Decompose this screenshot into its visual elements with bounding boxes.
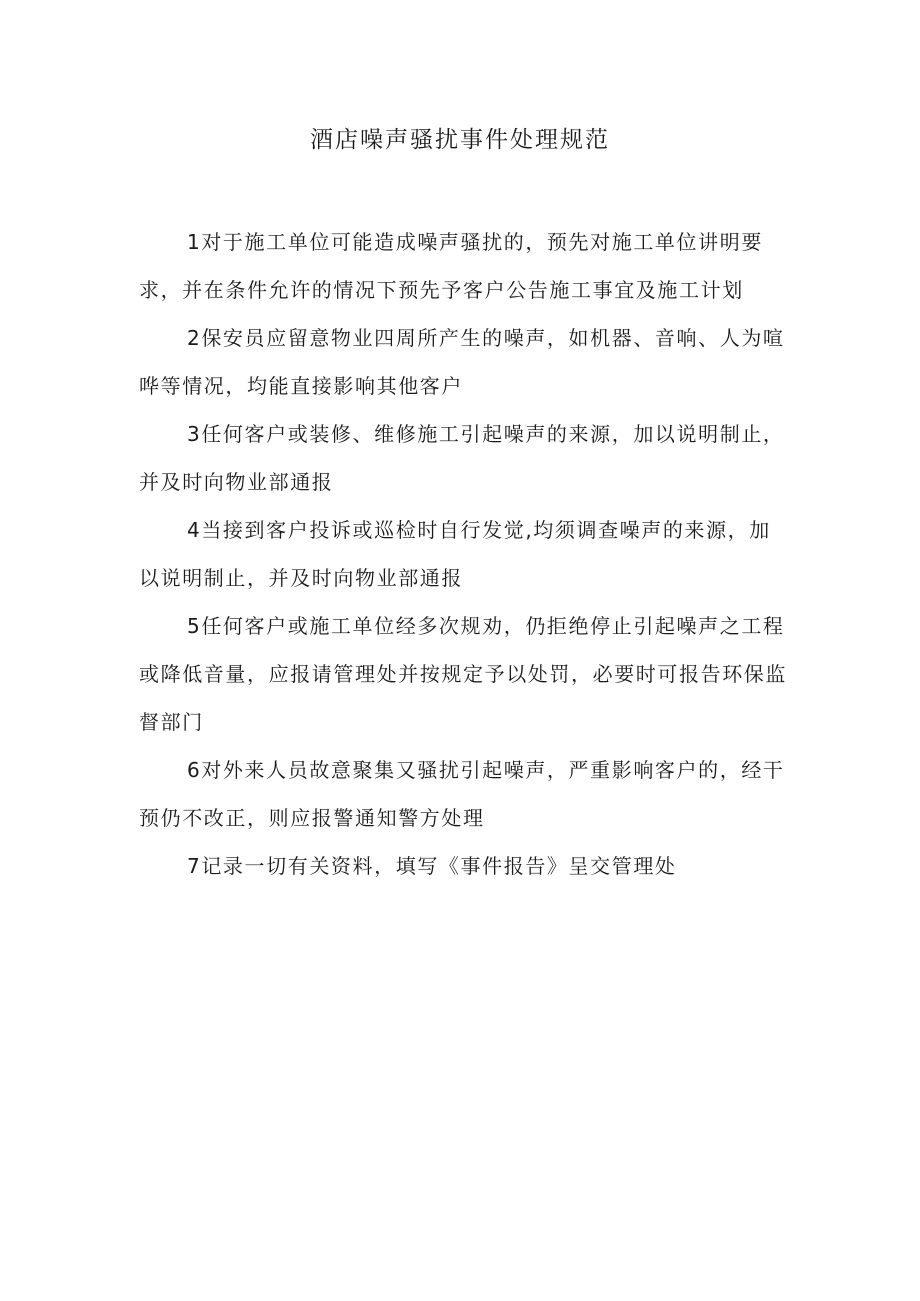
- document-title: 酒店噪声骚扰事件处理规范: [310, 127, 610, 153]
- paragraph-2: 2保安员应留意物业四周所产生的噪声，如机器、音响、人为喧哗等情况，均能直接影响其他客户: [139, 326, 785, 398]
- paragraph-5: 5任何客户或施工单位经多次规劝，仍拒绝停止引起噪声之工程或降低音量，应报请管理处并按规定予以处罚，必要时可报告环保监督部门: [139, 614, 787, 734]
- paragraph-4: 4当接到客户投诉或巡检时自行发觉,均须调查噪声的来源，加以说明制止，并及时向物业部通报: [139, 518, 771, 590]
- paragraph-1: 1对于施工单位可能造成噪声骚扰的，预先对施工单位讲明要求，并在条件允许的情况下预先予客户公告施工事宜及施工计划: [139, 230, 763, 302]
- paragraph-7: 7记录一切有关资料，填写《事件报告》呈交管理处: [187, 854, 677, 878]
- document-body: [139, 218, 791, 890]
- paragraph-6: 6对外来人员故意聚集又骚扰引起噪声，严重影响客户的，经干预仍不改正，则应报警通知警方处理: [139, 758, 785, 830]
- paragraph-3: 3任何客户或装修、维修施工引起噪声的来源，加以说明制止，并及时向物业部通报: [139, 422, 785, 494]
